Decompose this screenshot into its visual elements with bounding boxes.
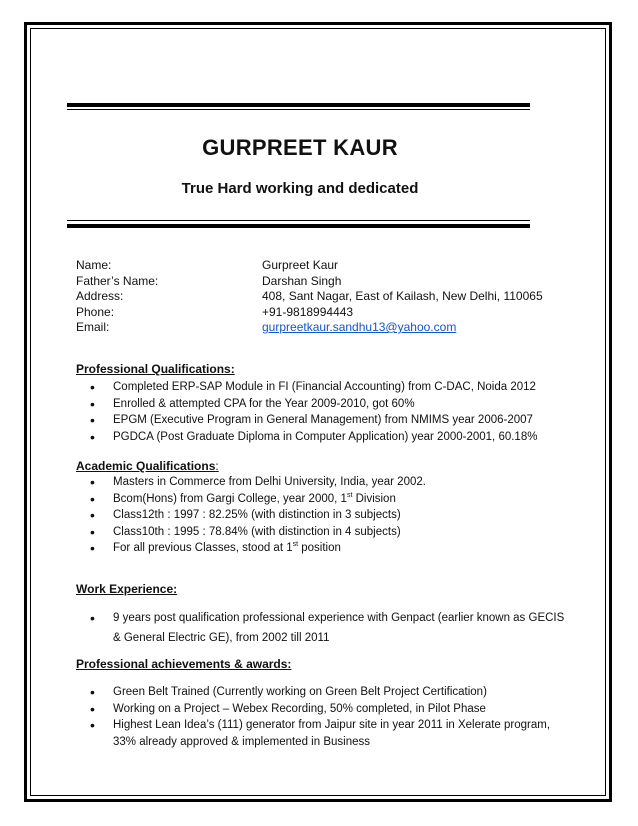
list-item xyxy=(76,474,426,491)
academic-heading-text: Academic Qualifications xyxy=(76,459,216,473)
list-item-line: Working on a Project – Webex Recording, 50% completed, in Pilot Phase xyxy=(113,702,486,715)
list-item-line: 33% already approved & implemented in Business xyxy=(113,735,370,748)
info-label: Name: xyxy=(76,258,112,272)
info-row-father xyxy=(76,274,543,290)
achievements-heading: Professional achievements & awards: xyxy=(76,657,292,671)
info-row-email xyxy=(76,320,543,336)
ordinal-suffix: st xyxy=(292,541,299,549)
list-item xyxy=(76,540,426,557)
list-item-text-after: position xyxy=(298,542,341,554)
list-item-line: Highest Lean Idea’s (111) generator from Jaipur site in year 2011 in Xelerate program, xyxy=(113,719,551,731)
work-experience-heading: Work Experience: xyxy=(76,582,178,596)
candidate-name: GURPREET KAUR xyxy=(202,135,398,160)
info-row-phone xyxy=(76,305,543,321)
info-row-name xyxy=(76,258,543,274)
list-item: • Enrolled & attempted CPA for the Year 2009-2010, got 60% xyxy=(76,396,537,413)
info-label: Father’s Name: xyxy=(76,273,159,288)
list-item-text: Masters in Commerce from Delhi University, India, year 2002. xyxy=(113,476,426,488)
list-item-text: Class12th : 1997 : 82.25% (with distinction in 3 subjects) xyxy=(113,509,401,521)
list-item: • EPGM (Executive Program in General Management) from NMIMS year 2006-2007 xyxy=(76,412,537,429)
list-item xyxy=(76,524,426,541)
list-item-line: 9 years post qualification professional experience with Genpact (earlier known as GECIS xyxy=(113,612,565,624)
email-link[interactable]: gurpreetkaur.sandhu13@yahoo.com xyxy=(262,320,457,334)
list-item-text: Bcom(Hons) from Gargi College, year 2000, 1 xyxy=(113,492,347,505)
list-item xyxy=(76,491,426,508)
personal-info xyxy=(76,258,543,336)
info-label: Address: xyxy=(76,289,124,303)
header-rule-bottom-thick xyxy=(67,224,530,228)
list-item xyxy=(76,684,550,701)
list-item-text: For all previous Classes, stood at 1 xyxy=(113,542,293,554)
list-item xyxy=(76,608,564,648)
list-item: • PGDCA (Post Graduate Diploma in Computer Application) year 2000-2001, 60.18% xyxy=(76,429,537,446)
list-item-text: Class10th : 1995 : 78.84% (with distinction in 4 subjects) xyxy=(113,525,401,538)
list-item-text-after: Division xyxy=(352,492,396,505)
info-label: Email: xyxy=(76,320,110,334)
info-value: +91-9818994443 xyxy=(262,304,354,319)
info-value: Gurpreet Kaur xyxy=(262,258,339,272)
achievements-list xyxy=(76,684,550,750)
header-rule-top-thin xyxy=(67,109,530,110)
info-value: Darshan Singh xyxy=(262,273,342,288)
header-rule-top-thick xyxy=(67,103,530,107)
list-item xyxy=(76,701,550,718)
tagline: True Hard working and dedicated xyxy=(181,180,419,197)
academic-qualifications-heading xyxy=(76,459,219,473)
list-item xyxy=(76,717,550,750)
list-item xyxy=(76,507,426,524)
ordinal-suffix: st xyxy=(346,491,353,499)
academic-qualifications-list xyxy=(76,474,426,557)
list-item-line: & General Electric GE), from 2002 till 2011 xyxy=(113,632,330,644)
work-experience-list xyxy=(76,608,564,648)
info-row-address xyxy=(76,289,543,305)
professional-qualifications-list xyxy=(76,379,537,445)
professional-qualifications-heading: Professional Qualifications: xyxy=(76,362,235,376)
academic-heading-colon: : xyxy=(215,459,219,473)
header-rule-bottom-thin xyxy=(67,220,530,221)
info-value: 408, Sant Nagar, East of Kailash, New Delhi, 110065 xyxy=(262,289,543,303)
list-item: • Completed ERP-SAP Module in FI (Financial Accounting) from C-DAC, Noida 2012 xyxy=(76,379,537,396)
list-item-line: Green Belt Trained (Currently working on Green Belt Project Certification) xyxy=(113,686,487,698)
info-label: Phone: xyxy=(76,304,115,319)
